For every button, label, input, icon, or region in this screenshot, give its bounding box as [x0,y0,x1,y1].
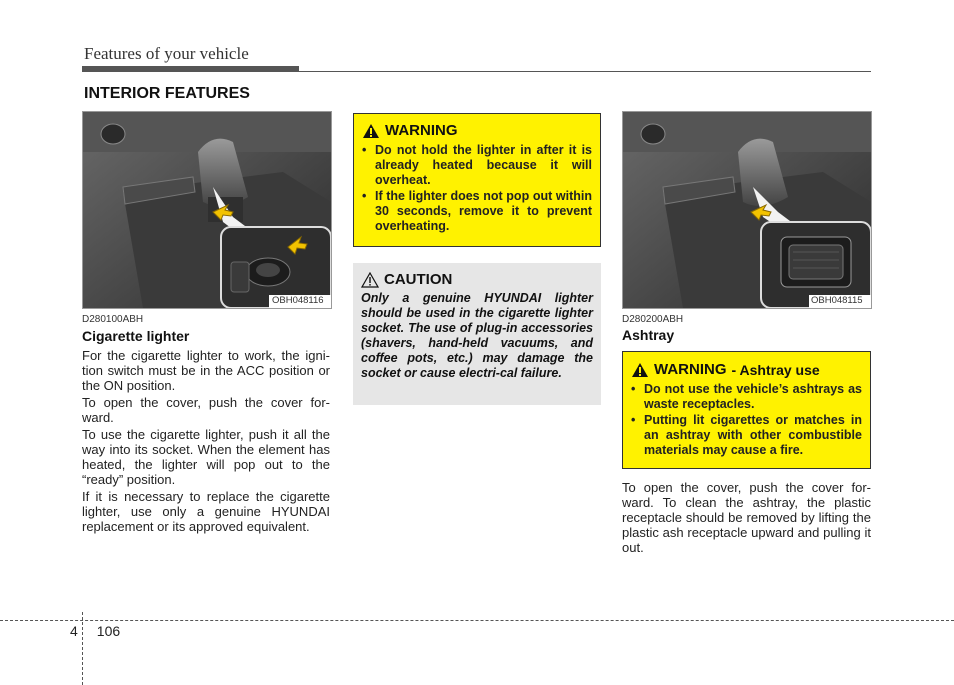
chapter-number: 4 [70,623,78,639]
paragraph: For the cigarette lighter to work, the igni-tion switch must be in the ACC position or the ON position. [82,348,330,393]
warning-triangle-icon [362,123,380,139]
caution-title-text: CAUTION [384,271,453,288]
warning-triangle-icon [631,362,649,378]
warning-title-text: WARNING [385,122,458,139]
paragraph: To open the cover, push the cover for-ward. [82,395,330,425]
bullet-dot: • [362,143,367,157]
paragraph: To use the cigarette lighter, push it all the way into its socket. When the element has heated, the lighter will pop out to the “ready” position. [82,427,330,487]
subhead-ashtray: Ashtray [622,327,675,343]
warning-title-text: WARNING [654,361,727,378]
page-number [70,623,120,639]
ashtray-warning-title [631,361,862,378]
section-code-right: D280200ABH [622,314,684,325]
footer-dashed-line [0,620,954,621]
subhead-cigarette-lighter: Cigarette lighter [82,328,190,344]
image-label-right: OBH048115 [811,295,863,306]
page-number-value: 106 [96,623,121,639]
caution-title [361,271,593,288]
bullet-dot: • [631,382,636,396]
ashtray-warning-box [622,351,871,469]
ashtray-text: To open the cover, push the cover for-ward. To clean the ashtray, the plastic receptacle should be removed by lifting the plastic ash receptacle upward and pulling it out. [622,480,871,555]
bullet-dot: • [362,189,367,203]
image-label-left: OBH048116 [272,295,324,306]
caution-triangle-icon [361,272,379,288]
warning-bullet: • If the lighter does not pop out within 30 seconds, remove it to prevent overheating. [362,189,592,233]
warning-bullet: • Putting lit cigarettes or matches in an ashtray with other combustible materials may cause a fire. [631,413,862,457]
cigarette-lighter-text [82,348,330,536]
bullet-dot: • [631,413,636,427]
warning-title [362,122,592,139]
running-header: Features of your vehicle [84,44,249,63]
lighter-warning-box [353,113,601,247]
warning-bullet: • Do not use the vehicle’s ashtrays as waste receptacles. [631,382,862,411]
section-title: INTERIOR FEATURES [84,85,250,102]
paragraph: If it is necessary to replace the cigarette lighter, use only a genuine HYUNDAI replacement or its approved equivalent. [82,489,330,534]
caution-text: Only a genuine HYUNDAI lighter should be used in the cigarette lighter socket. The use of plug-in accessories (shavers, hand-held vacuums, and coffee pots, etc.) may damage the socket or cause electri-cal failure. [361,291,593,380]
warning-bullet: • Do not hold the lighter in after it is already heated because it will overheat. [362,143,592,187]
lighter-caution-box [353,263,601,405]
warning-subtitle: - Ashtray use [731,361,820,378]
header-rule-thin [82,71,871,72]
cigarette-lighter-photo [82,111,332,309]
ashtray-photo [622,111,872,309]
section-code-left: D280100ABH [82,314,144,325]
